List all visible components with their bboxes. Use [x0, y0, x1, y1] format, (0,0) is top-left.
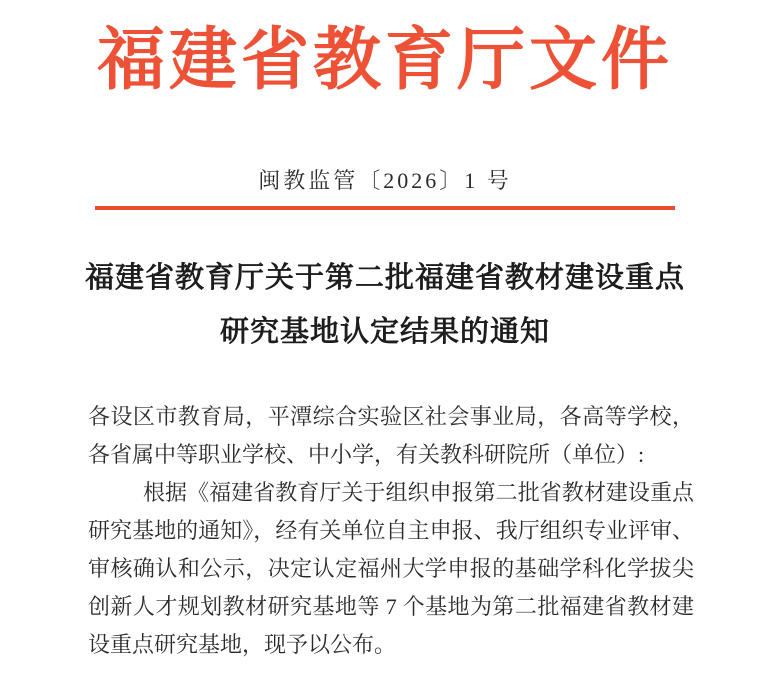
red-divider-line — [95, 206, 675, 210]
document-title — [0, 251, 770, 359]
document-body — [88, 398, 694, 664]
document-number: 闽教监管〔2026〕1 号 — [258, 168, 512, 193]
document-page — [0, 14, 770, 680]
letterhead-title: 福建省教育厅文件 — [96, 22, 673, 98]
body-paragraph: 根据《福建省教育厅关于组织申报第二批省教材建设重点研究基地的通知》，经有关单位自主申报、我厅组织专业评审、审核确认和公示，决定认定福州大学申报的基础学科化学拔尖创新人才规划教材研究基地等 7 个基地为第二批福建省教材建设重点研究基地，现予以公布。 — [88, 480, 694, 657]
recipients-paragraph: 各设区市教育局，平潭综合实验区社会事业局，各高等学校，各省属中等职业学校、中小学，有关教科研院所（单位）: — [88, 404, 694, 467]
document-title-line2: 研究基地认定结果的通知 — [219, 316, 550, 348]
document-title-line1: 福建省教育厅关于第二批福建省教材建设重点 — [84, 262, 685, 294]
